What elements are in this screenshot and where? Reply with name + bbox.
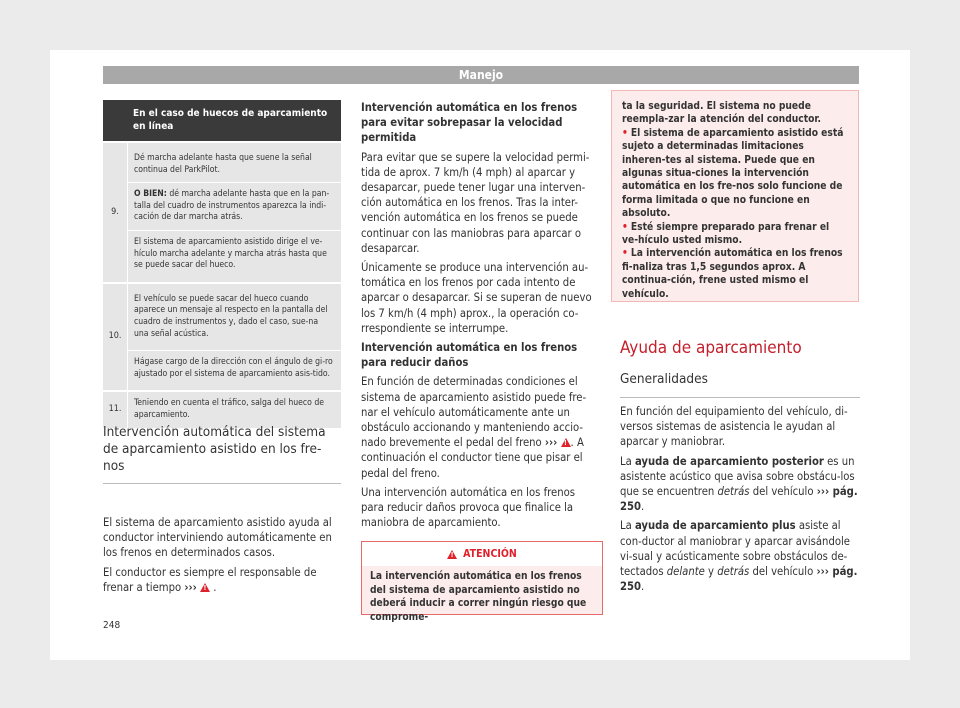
bullet-icon: • — [622, 127, 628, 139]
paragraph: La ayuda de aparcamiento posterior es un asistente acústico que avisa sobre obstácu-los que se encuentren detrás del vehículo ››› pág. 250. — [620, 454, 858, 514]
cross-reference-link[interactable]: ››› — [184, 580, 197, 594]
page-header: Manejo — [103, 66, 859, 84]
bullet-icon: • — [622, 248, 628, 260]
cross-reference-link[interactable]: ››› — [544, 436, 558, 450]
subheading: Intervención automática en los frenos para reducir daños — [361, 341, 578, 370]
list-item: • Esté siempre preparado para frenar el ve-hículo usted mismo. — [622, 221, 830, 247]
warning-box-continued — [611, 90, 859, 302]
warning-text: La intervención automática en los frenos del sistema de aparcamiento asistido no deberá inducir a correr ningún riesgo que comprome- — [370, 571, 587, 623]
middle-column — [361, 100, 601, 534]
table-row — [103, 143, 341, 282]
table-header-text: En el caso de huecos de aparcamiento en línea — [133, 108, 328, 132]
section-title: Generalidades — [620, 371, 860, 398]
paragraph: El sistema de aparcamiento asistido ayuda al conductor interviniendo automáticamente en los frenos en determinados casos. — [103, 516, 332, 560]
step-number: 9. — [111, 206, 119, 217]
table-cell: O BIEN: dé marcha adelante hasta que en la pan-talla del cuadro de instrumentos aparezca la indi-cación de dar marcha atrás. — [128, 182, 341, 230]
step-number: 10. — [108, 331, 122, 342]
step-number: 11. — [108, 404, 122, 415]
warning-text: ta la seguridad. El sistema no puede reempla-zar la atención del conductor. — [622, 101, 821, 126]
section-title: Intervención automática del sistema de aparcamiento asistido en los fre-nos — [103, 424, 341, 484]
paragraph: La ayuda de aparcamiento plus asiste al con-ductor al maniobrar y aparcar avisándole vi-sual y acústicamente sobre obstáculos de-tectados delante y detrás del vehículo ››› pág. 250. — [620, 519, 858, 594]
warning-icon — [200, 583, 210, 592]
table-row — [103, 392, 341, 427]
paragraph: En función de determinadas condiciones el sistema de aparcamiento asistido puede fre-nar el vehículo automáticamente ante un obstáculo accionando y manteniendo accio-nado brevemente el pedal del freno ››› ! . A continuación el conductor tiene que pisar el pedal del freno. — [361, 374, 601, 480]
table-cell: Dé marcha adelante hasta que suene la señal continua del ParkPilot. — [134, 153, 312, 175]
page-reference-link[interactable]: ››› pág. 250 — [620, 565, 858, 594]
table-cell: El sistema de aparcamiento asistido dirige el ve-hículo marcha adelante y marcha atrás hasta que se puede sacar del hueco. — [128, 230, 341, 282]
left-column-body — [103, 515, 341, 599]
warning-label: ATENCIÓN — [463, 548, 517, 560]
paragraph: Una intervención automática en los frenos para reducir daños provoca que finalice la maniobra de aparcamiento. — [361, 485, 575, 530]
instruction-table — [103, 100, 341, 428]
page-number: 248 — [103, 620, 121, 631]
subheading: Intervención automática en los frenos para evitar sobrepasar la velocidad permitida — [361, 101, 578, 145]
warning-icon — [561, 438, 571, 447]
paragraph: En función del equipamiento del vehículo, di-versos sistemas de asistencia le ayudan al aparcar y maniobrar. — [620, 405, 848, 449]
warning-box — [361, 541, 603, 623]
table-row — [103, 284, 341, 391]
bullet-icon: • — [622, 221, 628, 233]
paragraph: Únicamente se produce una intervención au-tomática en los frenos por cada intento de aparcar o desaparcar. Si se superan de nuevo los 7 km/h (4 mph) aprox., la operación co-rrespondiente se interrumpe. — [361, 261, 592, 335]
table-cell: Hágase cargo de la dirección con el ángulo de gi-ro ajustado por el sistema de aparcamiento asis-tido. — [128, 350, 341, 390]
list-item: • El sistema de aparcamiento asistido está sujeto a determinadas limitaciones inheren-tes al sistema. Puede que en algunas situa-ciones la intervención automática en los fre-nos solo funcione de forma limitada o que no funcione en absoluto. — [622, 127, 844, 220]
table-cell: Teniendo en cuenta el tráfico, salga del hueco de aparcamiento. — [134, 398, 324, 420]
list-item: • La intervención automática en los frenos fi-naliza tras 1,5 segundos aprox. A continua-ción, frene usted mismo el vehículo. — [622, 248, 843, 300]
warning-icon — [447, 550, 457, 559]
page-reference-link[interactable]: ››› pág. 250 — [620, 485, 858, 514]
table-header-num — [103, 100, 127, 141]
right-column-body — [620, 404, 860, 598]
paragraph: El conductor es siempre el responsable de frenar a tiempo ››› ! . — [103, 565, 341, 595]
chapter-title: Ayuda de aparcamiento — [620, 338, 802, 358]
table-cell: El vehículo se puede sacar del hueco cuando aparece un mensaje al respecto en la pantalla del cuadro de instrumentos y, dado el caso, sue-na una señal acústica. — [134, 293, 328, 339]
table-header — [103, 100, 341, 141]
warning-header — [362, 542, 602, 566]
paragraph: Para evitar que se supere la velocidad permi-tida de aprox. 7 km/h (4 mph) al aparcar y desaparcar, puede tener lugar una interven-ción automática en los frenos. Tras la inter-vención automática en los frenos se puede continuar con las maniobras para aparcar o desaparcar. — [361, 150, 590, 255]
